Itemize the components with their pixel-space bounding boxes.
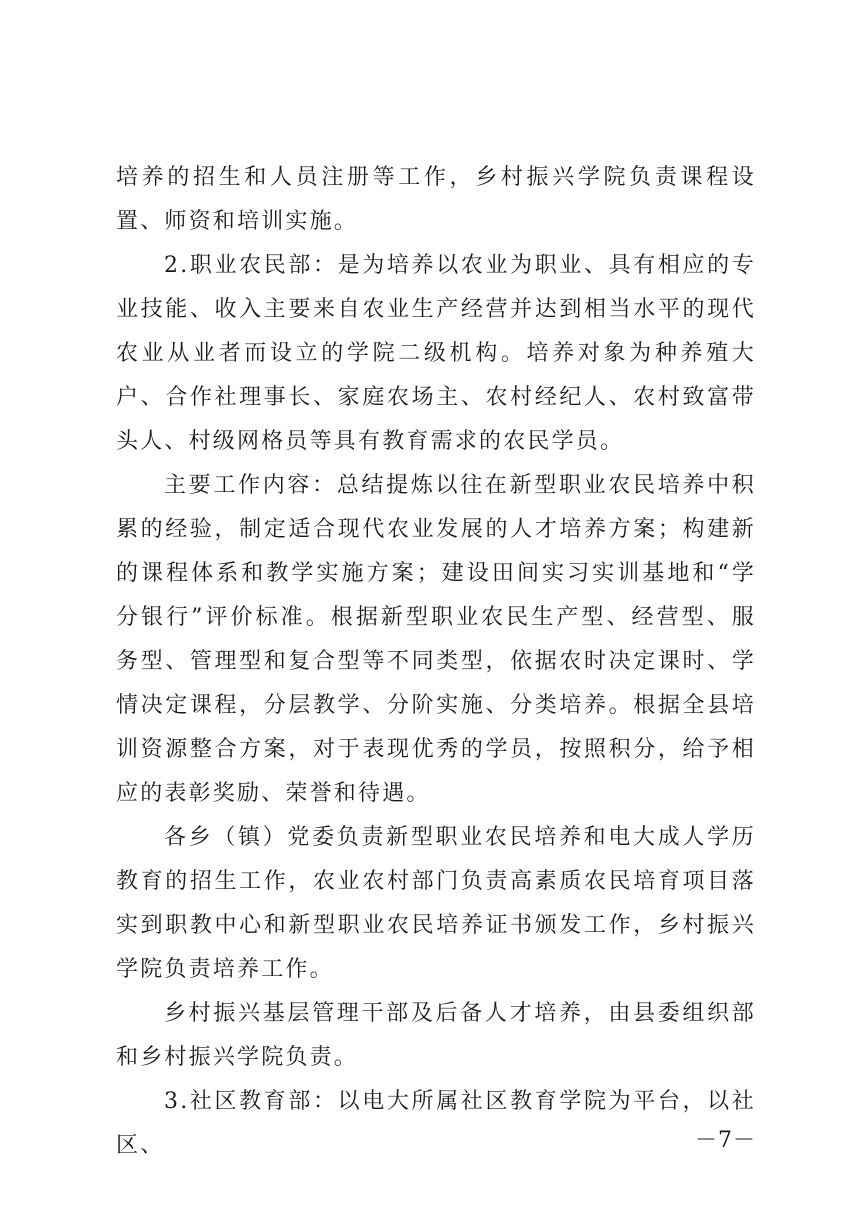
paragraph-community-education-dept: 3.社区教育部：以电大所属社区教育学院为平台，以社区、 [116, 1089, 756, 1158]
paragraph-cadre-training: 乡村振兴基层管理干部及后备人才培养，由县委组织部和乡村振兴学院负责。 [116, 1001, 756, 1070]
paragraph-vocational-farmer-dept: 2.职业农民部：是为培养以农业为职业、具有相应的专业技能、收入主要来自农业生产经营并达到相当水平的现代农业从业者而设立的学院二级机构。培养对象为种养殖大户、合作社理事长、家庭农场主、农村经纪人、农村致富带头人、村级网格员等具有教育需求的农民学员。 [116, 253, 756, 454]
paragraph-main-work-content: 主要工作内容：总结提炼以往在新型职业农民培养中积累的经验，制定适合现代农业发展的人才培养方案；构建新的课程体系和教学实施方案；建设田间实习实训基地和“学分银行”评价标准。根据新型职业农民生产型、经营型、服务型、管理型和复合型等不同类型，依据农时决定课时、学情决定课程，分层教学、分阶实施、分类培养。根据全县培训资源整合方案，对于表现优秀的学员，按照积分，给予相应的表彰奖励、荣誉和待遇。 [116, 473, 756, 806]
page-number: －7－ [695, 1128, 756, 1153]
paragraph-continuation: 培养的招生和人员注册等工作，乡村振兴学院负责课程设置、师资和培训实施。 [116, 165, 756, 234]
body-text [116, 156, 756, 1168]
paragraph-township-responsibilities: 各乡（镇）党委负责新型职业农民培养和电大成人学历教育的招生工作，农业农村部门负责高素质农民培育项目落实到职教中心和新型职业农民培养证书颁发工作，乡村振兴学院负责培养工作。 [116, 825, 756, 982]
